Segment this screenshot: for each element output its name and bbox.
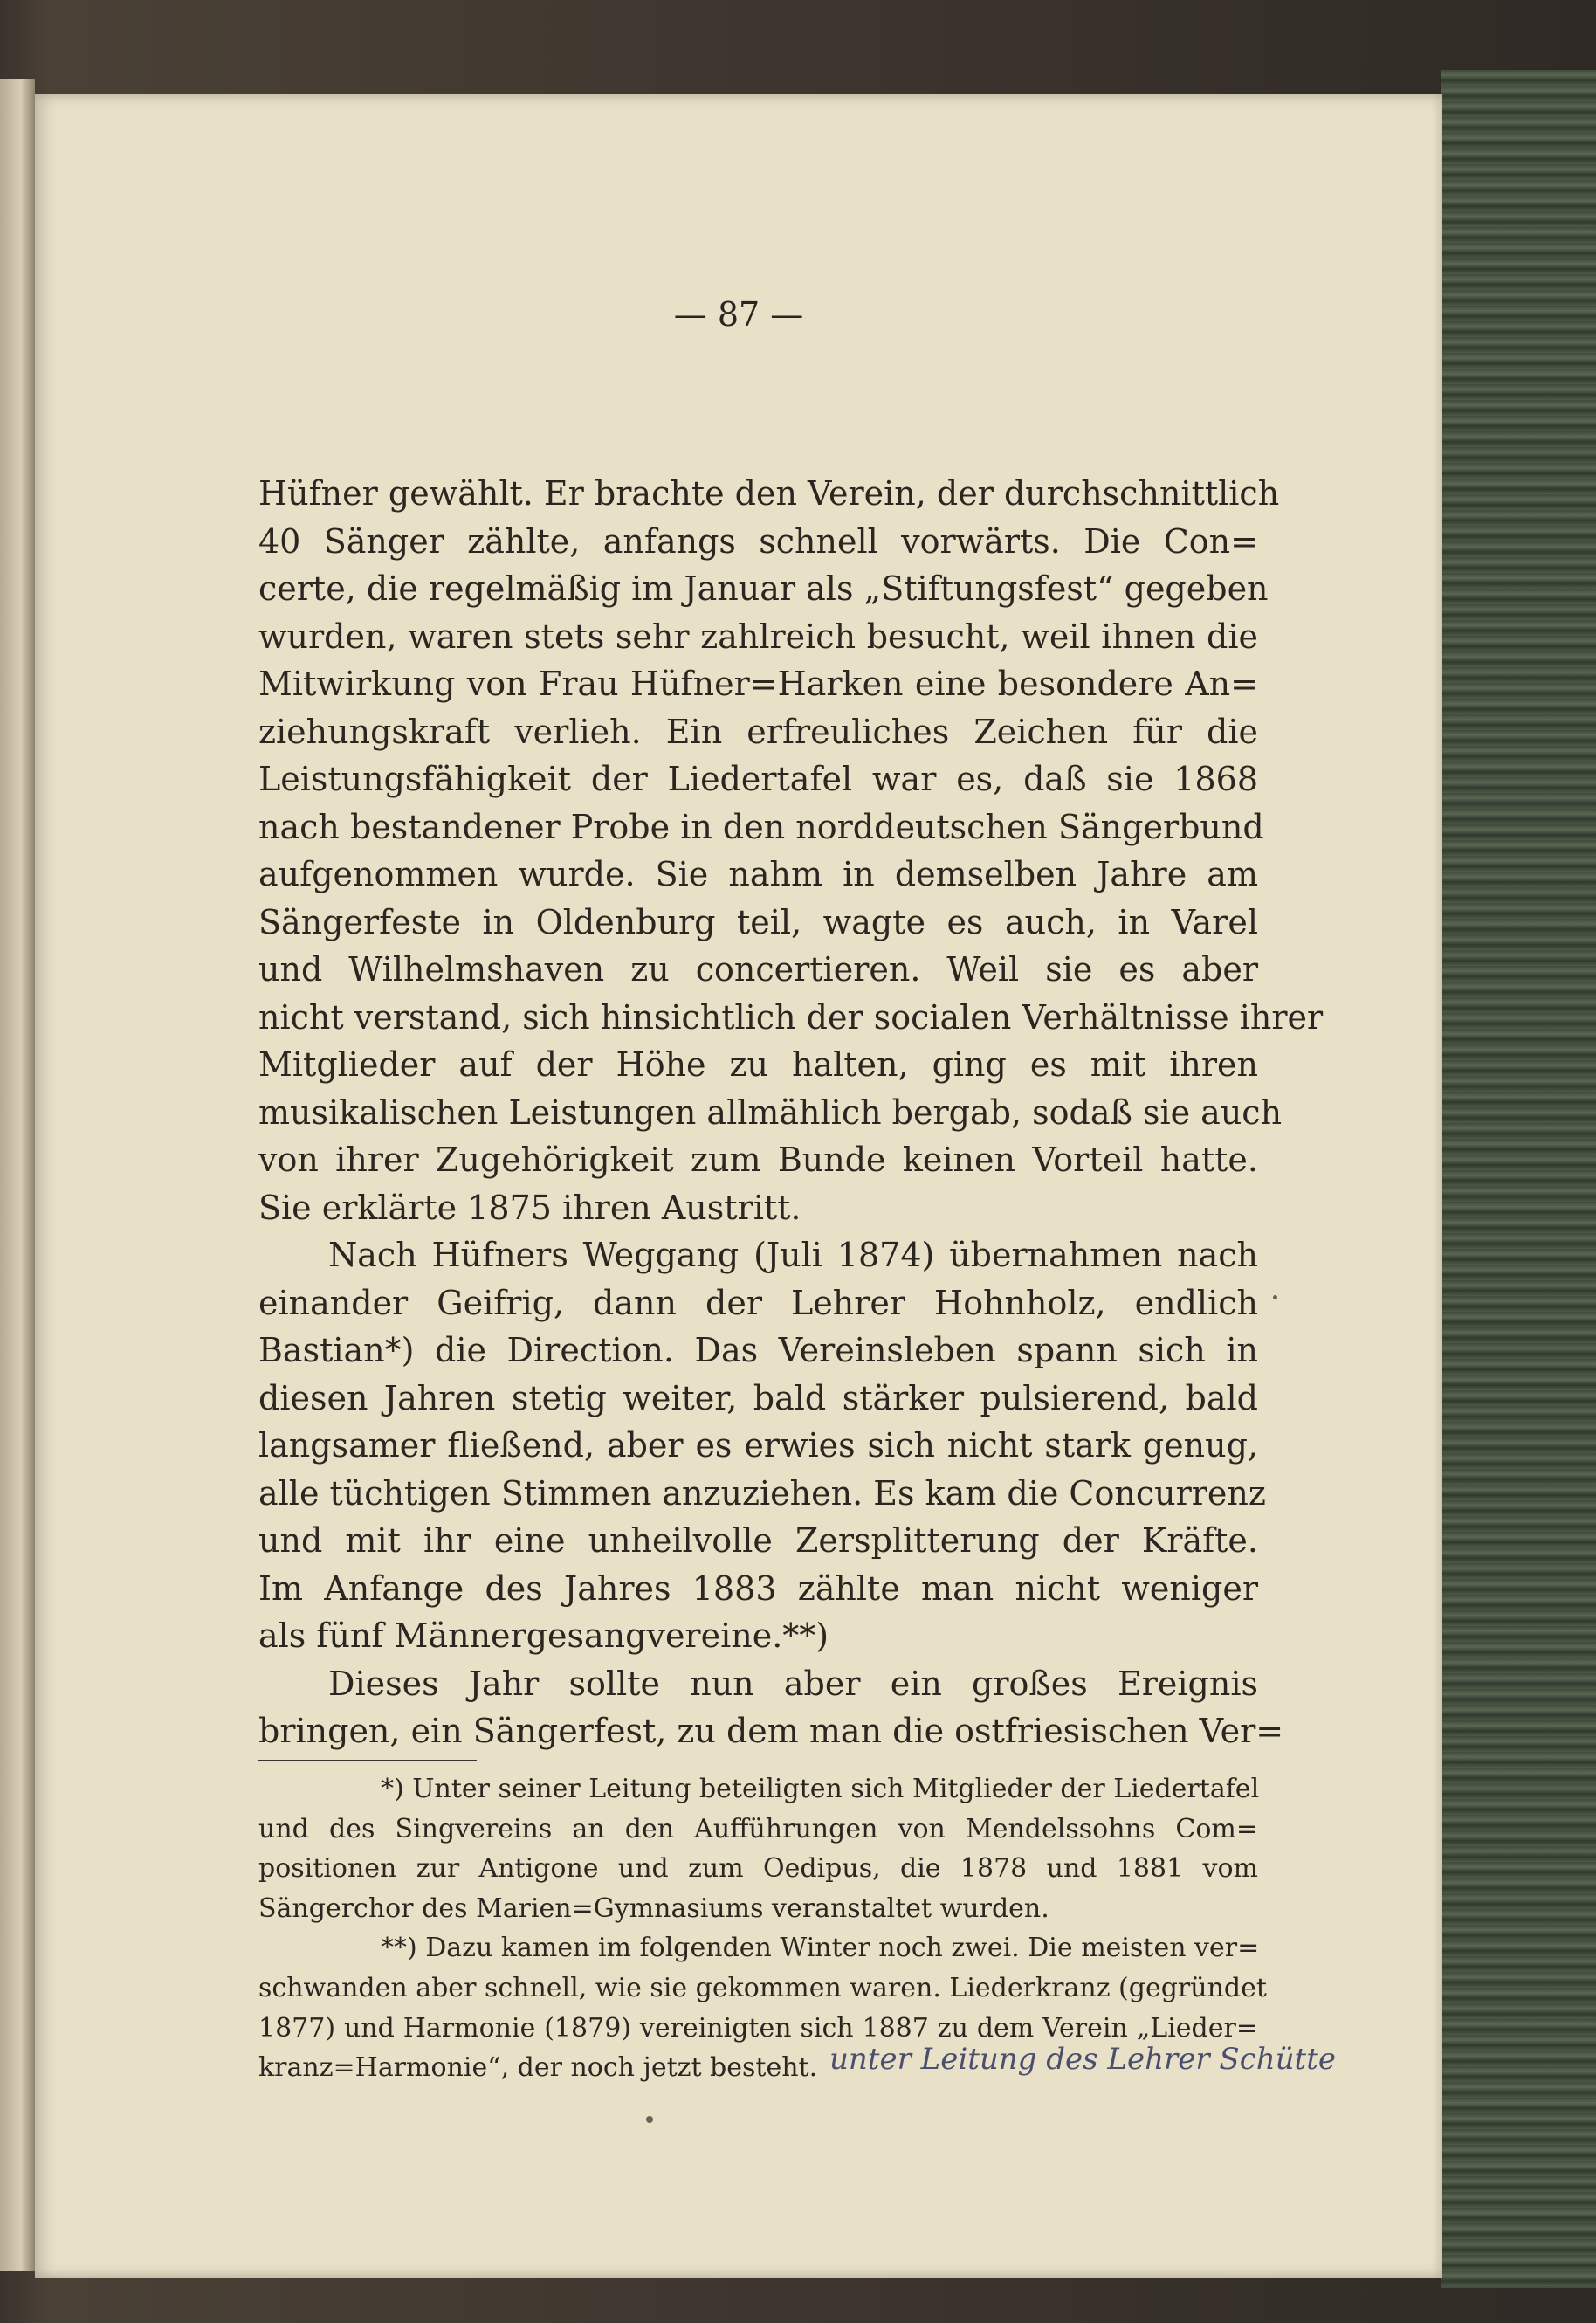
book-cover-edge [1441,70,1596,2288]
footnote-line: positionen zur Antigone und zum Oedipus, die 1878 und 1881 vom [258,1853,1258,1885]
facing-page-edge [0,79,35,2271]
body-line: Dieses Jahr sollte nun aber ein großes Ereignis [328,1664,1258,1703]
footnote-line: schwanden aber schnell, wie sie gekommen waren. Liederkranz (gegründet [258,1972,1267,2003]
body-line: und Wilhelmshaven zu concertieren. Weil sie es aber [258,950,1258,989]
book-page [35,94,1442,2278]
body-line: Mitglieder auf der Höhe zu halten, ging es mit ihren [258,1045,1258,1084]
body-line: Bastian*) die Direction. Das Vereinsleben spann sich in [258,1331,1258,1369]
body-text [258,470,1324,1755]
body-line: von ihrer Zugehörigkeit zum Bunde keinen Vorteil hatte. [258,1141,1258,1179]
handwritten-note: unter Leitung des Lehrer Schütte [829,2042,1336,2077]
body-line: Hüfner gewählt. Er brachte den Verein, der durchschnittlich [258,474,1280,513]
body-line: diesen Jahren stetig weiter, bald stärker pulsierend, bald [258,1378,1258,1417]
body-line: Leistungsfähigkeit der Liedertafel war es, daß sie 1868 [258,760,1258,798]
body-line: wurden, waren stets sehr zahlreich besucht, weil ihnen die [258,617,1258,656]
body-line: und mit ihr eine unheilvolle Zersplitterung der Kräfte. [258,1521,1258,1560]
footnote-line: *) Unter seiner Leitung beteiligten sich Mitglieder der Liedertafel [381,1774,1260,1804]
body-line: Sängerfeste in Oldenburg teil, wagte es auch, in Varel [258,902,1258,941]
body-line: 40 Sänger zählte, anfangs schnell vorwärts. Die Con= [258,521,1258,561]
page-number: — 87 — [673,295,804,334]
body-line: langsamer fließend, aber es erwies sich nicht stark genug, [258,1426,1258,1465]
body-line: einander Geifrig, dann der Lehrer Hohnholz, endlich [258,1283,1258,1322]
body-line: certe, die regelmäßig im Januar als „Stiftungsfest“ gegeben [258,569,1269,608]
footnote-line: kranz=Harmonie“, der noch jetzt besteht. [258,2052,818,2084]
body-line: bringen, ein Sängerfest, zu dem man die ostfriesischen Ver= [258,1712,1284,1750]
body-line: nicht verstand, sich hinsichtlich der socialen Verhältnisse ihrer [258,997,1324,1037]
body-line: Sie erklärte 1875 ihren Austritt. [258,1188,801,1227]
body-line: alle tüchtigen Stimmen anzuziehen. Es kam die Concurrenz [258,1473,1266,1513]
footnote-divider [258,1760,477,1761]
body-line: nach bestandener Probe in den norddeutschen Sängerbund [258,807,1264,846]
body-line: als fünf Männergesangvereine.**) [258,1616,829,1655]
body-line: Nach Hüfners Weggang (Juli 1874) übernahmen nach [328,1236,1258,1274]
footnote-line: 1877) und Harmonie (1879) vereinigten sich 1887 zu dem Verein „Lieder= [258,2012,1258,2044]
paper-speck [646,2116,653,2123]
body-line: Im Anfange des Jahres 1883 zählte man nicht weniger [258,1568,1258,1608]
handwritten-annotation [829,2024,1423,2094]
body-line: aufgenommen wurde. Sie nahm in demselben Jahre am [258,855,1258,893]
paper-speck [1273,1295,1277,1299]
body-line: ziehungskraft verlieh. Ein erfreuliches Zeichen für die [258,712,1258,751]
footnote-line: **) Dazu kamen im folgenden Winter noch zwei. Die meisten ver= [381,1933,1260,1964]
footnote-line: und des Singvereins an den Aufführungen von Mendelssohns Com= [258,1813,1258,1844]
body-line: musikalischen Leistungen allmählich bergab, sodaß sie auch [258,1093,1283,1132]
footnote-line: Sängerchor des Marien=Gymnasiums veranstaltet wurden. [258,1892,1049,1924]
body-line: Mitwirkung von Frau Hüfner=Harken eine besondere An= [258,665,1258,703]
